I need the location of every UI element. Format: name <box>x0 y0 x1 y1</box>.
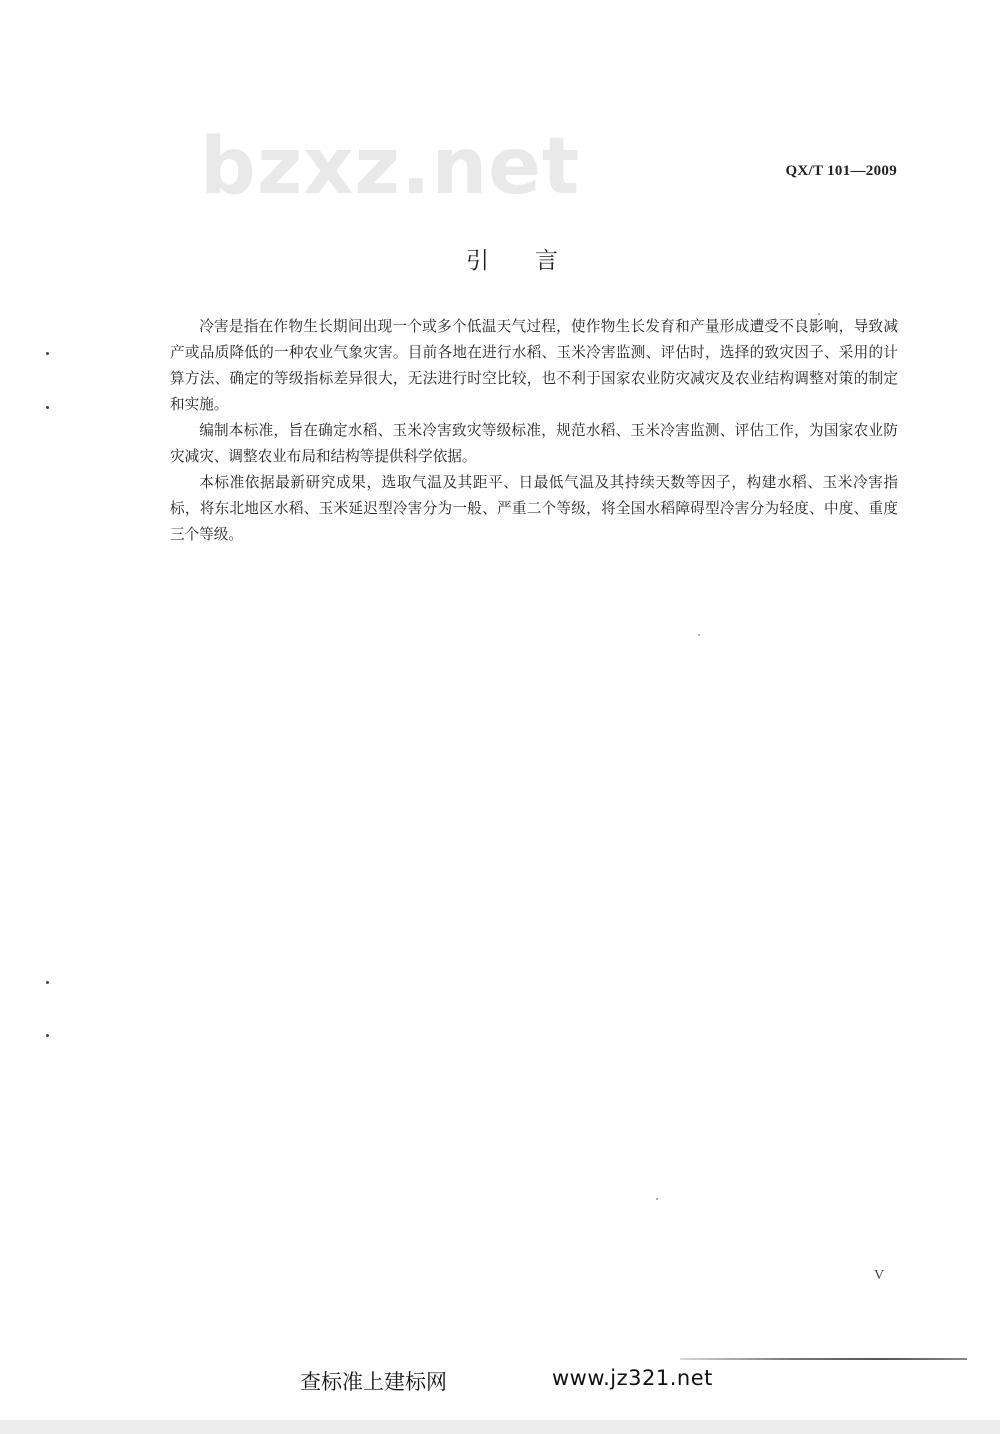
paragraph-2: 编制本标准，旨在确定水稻、玉米冷害致灾等级标准，规范水稻、玉米冷害监测、评估工作，为国家农业防灾减灾、调整农业布局和结构等提供科学依据。 <box>170 422 898 465</box>
scan-speck <box>46 352 49 355</box>
footer-site-url[interactable]: www.jz321.net <box>552 1366 713 1390</box>
scan-speck <box>818 313 820 315</box>
scan-speck <box>698 634 700 636</box>
scan-speck <box>46 981 49 984</box>
page-number: V <box>874 1268 885 1283</box>
bottom-strip <box>0 1420 1000 1434</box>
standard-number: QX/T 101—2009 <box>785 163 897 179</box>
scan-speck <box>46 1034 49 1037</box>
watermark-text: bzxz.net <box>200 122 581 212</box>
paragraph-3: 本标准依据最新研究成果，选取气温及其距平、日最低气温及其持续天数等因子，构建水稻、玉米冷害指标，将东北地区水稻、玉米延迟型冷害分为一般、严重二个等级，将全国水稻障碍型冷害分为轻度、中度、重度三个等级。 <box>170 474 898 543</box>
scan-speck <box>46 406 49 409</box>
paragraph-1: 冷害是指在作物生长期间出现一个或多个低温天气过程，使作物生长发育和产量形成遭受不良影响，导致减产或品质降低的一种农业气象灾害。目前各地在进行水稻、玉米冷害监测、评估时，选择的致灾因子、采用的计算方法、确定的等级指标差异很大，无法进行时空比较，也不利于国家农业防灾减灾及农业结构调整对策的制定和实施。 <box>170 318 898 413</box>
footer-site-name: 查标准上建标网 <box>300 1370 447 1394</box>
scan-speck <box>656 1198 658 1200</box>
introduction-body <box>170 314 898 548</box>
page-title: 引言 <box>466 248 604 274</box>
footer-divider <box>680 1358 967 1360</box>
